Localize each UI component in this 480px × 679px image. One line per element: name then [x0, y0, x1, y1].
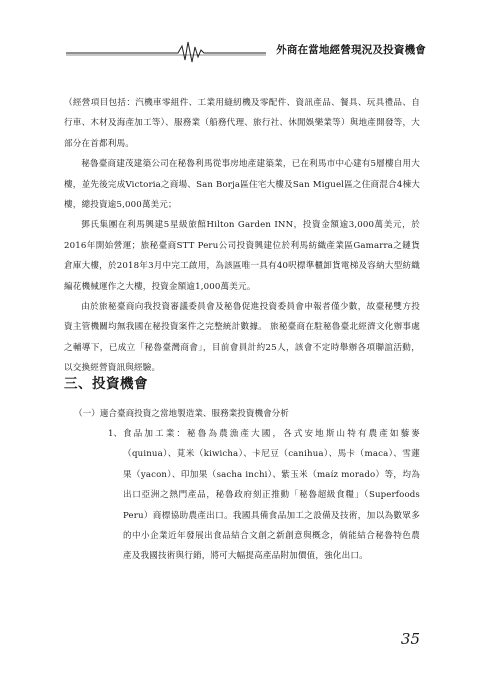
- list-item-number: 1、: [108, 429, 123, 439]
- section-heading: 三、投資機會: [64, 376, 148, 392]
- header-title: 外商在當地經營現況及投資機會: [276, 44, 426, 56]
- running-header: [66, 38, 426, 64]
- paragraph-continuation: （經營項目包括：汽機車零組件、工業用縫紉機及零配件、資訊產品、餐具、玩具禮品、自行車、木材及海產加工等）、服務業（船務代理、旅行社、休閒娛樂業等）與地產開發等，大部分在首都利馬。: [64, 98, 420, 149]
- list-item: [108, 424, 420, 567]
- body-text: [64, 93, 420, 379]
- paragraph: 鄧氏集團在利馬興建5星級旅館Hilton Garden INN，投資金額逾3,000萬美元，於2016年開始營運；旅秘臺商STT Peru公司投資興建位於利馬紡織產業區Gamarra之鏈貨倉庫大樓，於2018年3月中完工啟用，為該區唯一具有40呎標準櫃卸貨電梯及容納大型紡織編花機械運作之大樓，投資金額逾1,000萬美元。: [64, 220, 420, 292]
- subsection-heading: （一）適合臺商投資之當地製造業、服務業投資機會分析: [74, 409, 289, 419]
- list-item-text: 食品加工業：秘魯為農漁產大國，各式安地斯山特有農產如藜麥（quinua）、莧米（kiwicha）、卡尼豆（canihua）、馬卡（maca）、雪蓮果（yacon）、印加果（sacha inchi）、紫玉米（maíz morado）等，均為出口亞洲之熱門產品，秘魯政府刻正推動「秘魯超級食糧」（Superfoods Peru）商標協助農產出口。我國具備食品加工之設備及技術，加以為數眾多的中小企業近年發展出食品結合文創之新創意與概念，倘能結合秘魯特色農產及我國技術與行銷，將可大幅提高產品附加價值，強化出口。: [123, 429, 420, 562]
- paragraph: 秘魯臺商建茂建築公司在秘魯利馬從事房地產建築業，已在利馬市中心建有5層樓自用大樓，並先後完成Victoria之商場、San Borja區住宅大樓及San Miguel區之住商混合4棟大樓，總投資逾5,000萬美元；: [64, 159, 420, 211]
- paragraph: 由於旅秘臺商向我投資審議委員會及秘魯促進投資委員會申報者僅少數，故臺秘雙方投資主管機關均無我國在秘投資案件之完整統計數據。 旅秘臺商在駐秘魯臺北經濟文化辦事處之輔導下，已成立「秘魯臺灣商會」，目前會員計約25人，該會不定時舉辦各項聯誼活動，以交換經營資訊與經驗。: [64, 302, 420, 374]
- page-number: 35: [400, 630, 420, 648]
